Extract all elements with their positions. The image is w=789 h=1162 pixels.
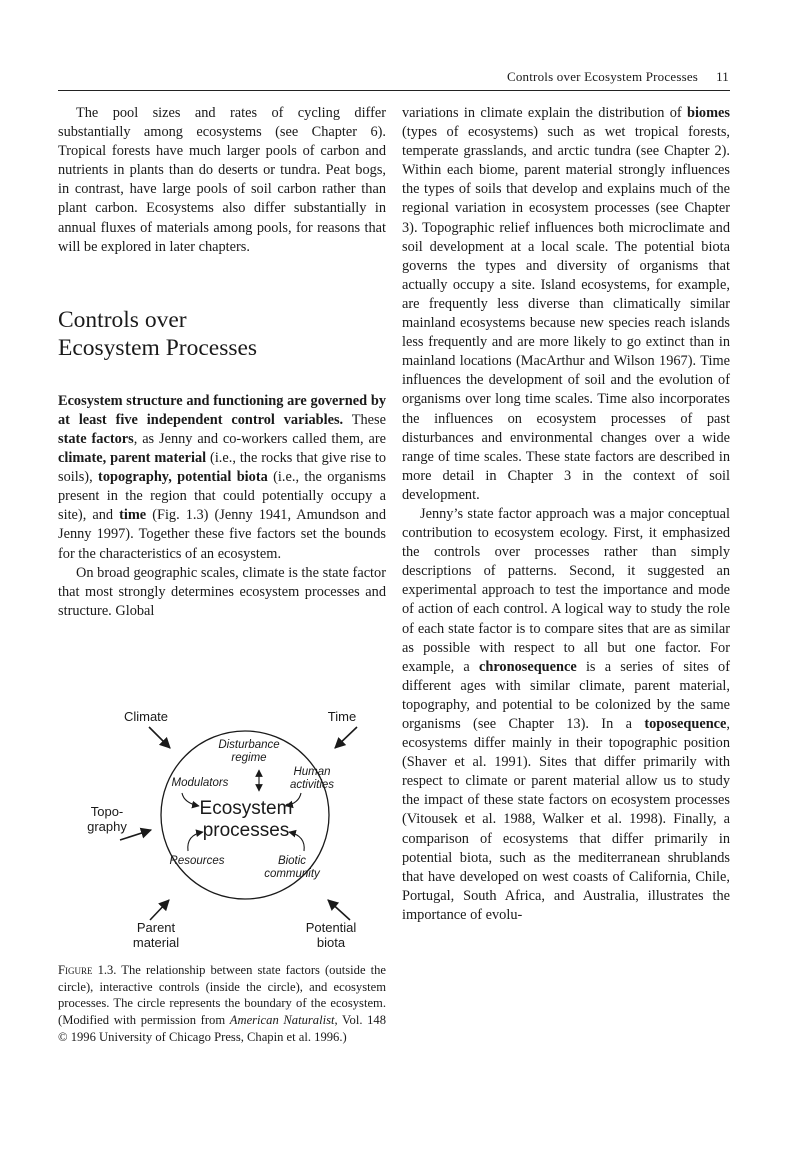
bold-term: chronosequence xyxy=(478,658,577,675)
figure-caption xyxy=(58,962,386,1046)
label-parent-line2: material xyxy=(132,935,180,950)
arrow-time xyxy=(335,727,357,748)
label-biotic-line2: community xyxy=(264,868,320,880)
label-ecosystem-processes xyxy=(194,798,298,842)
label-center-line2: processes xyxy=(202,820,290,841)
label-center-line1: Ecosystem xyxy=(199,798,293,819)
label-human-line1: Human xyxy=(293,766,331,778)
label-biotic-community xyxy=(254,855,330,881)
text-run: These xyxy=(343,411,386,428)
arrow-parent-material xyxy=(150,900,169,920)
label-human-activities xyxy=(282,766,342,792)
bold-term: topography, potential biota xyxy=(98,469,268,486)
text-run: (i.e., the organisms present in the region that could potentially occupy a site), and xyxy=(58,469,386,524)
text-run: , as Jenny and co-workers called them, are xyxy=(133,430,386,447)
caption-text: The relationship between state factors (outside the circle), interactive controls (inside the circle), and ecosystem processes. The circle represents the boundary of the ecosystem. (Modified with permission from xyxy=(58,963,387,1028)
bold-term: biomes xyxy=(686,105,730,121)
bold-term: time xyxy=(119,507,147,524)
bold-term: toposequence xyxy=(644,716,727,732)
label-topography-line2: graphy xyxy=(87,819,127,834)
label-resources: Resources xyxy=(169,855,225,867)
label-time: Time xyxy=(327,709,357,724)
paragraph-climate: On broad geographic scales, climate is the state factor that most strongly determines ecosystem processes and structure. Global xyxy=(58,564,386,619)
page-number: 11 xyxy=(716,69,729,84)
figure-1-3 xyxy=(58,700,386,960)
label-potential-line1: Potential xyxy=(305,920,357,935)
label-topography-line1: Topo- xyxy=(90,804,124,819)
bold-term: climate, parent material xyxy=(58,450,207,467)
paragraph-biomes xyxy=(402,104,730,505)
running-title: Controls over Ecosystem Processes xyxy=(506,69,699,84)
arrow-potential-biota xyxy=(328,900,350,920)
heading-line-2: Ecosystem Processes xyxy=(58,334,258,361)
text-run: , ecosystems differ mainly in their topographic position (Shaver et al. 1991). Sites that differ primarily with respect to climate or parent material allow us to study the impact of these state factors on ecosystem processes (Vitousek et al. 1988, Walker et al. 1998). Finally, a comparison of ecosystems that differ primarily in potential biota, such as the mediterranean shrublands that have developed on west coasts of California, Chile, Portugal, South Africa, and Australia, illustrates the importance of evolu- xyxy=(402,716,730,923)
heading-line-1: Controls over xyxy=(58,306,187,333)
paragraph-state-factors xyxy=(58,392,386,564)
label-potential-biota xyxy=(296,920,366,950)
text-run: (types of ecosystems) such as wet tropical forests, temperate grasslands, and arctic tundra (see Chapter 2). Within each biome, parent material strongly influences the types of soils that develop and explains much of the regional variation in ecosystem processes (see Chapter 3). Topographic relief influences both microclimate and soil development at a local scale. The potential biota governs the types and diversity of organisms that actually occupy a site. Island ecosystems, for example, are frequently less diverse than climatically similar mainland ecosystems because new species reach islands less frequently and are more likely to go extinct than in mainland locations (MacArthur and Wilson 1967). Time influences the development of soil and the evolution of organisms over long time scales. Time also incorporates the influences on ecosystem processes of past disturbances and environmental changes over a wide range of time scales. These state factors are described in more detail in Chapter 3 in the context of soil development. xyxy=(402,124,730,503)
text-run: Jenny’s state factor approach was a major conceptual contribution to ecosystem ecology. First, it emphasized the controls over processes rather than simply descriptions of patterns. Second, it suggested an experimental approach to test the importance and mode of action of each control. A logical way to study the role of each state factor is to compare sites that are as similar as possible with respect to all but one factor. For example, a xyxy=(402,505,730,675)
header-rule xyxy=(58,90,730,91)
caption-journal: American Naturalist xyxy=(229,1013,335,1028)
label-modulators: Modulators xyxy=(171,777,229,789)
bold-lead-sentence: Ecosystem structure and functioning are governed by at least five independent control variables. xyxy=(58,392,386,428)
label-disturbance-regime xyxy=(212,739,286,765)
left-column xyxy=(58,104,386,621)
label-biotic-line1: Biotic xyxy=(277,855,307,867)
label-disturbance-line1: Disturbance xyxy=(218,739,280,751)
paragraph-jenny-approach xyxy=(402,505,730,925)
section-heading xyxy=(58,306,386,362)
caption-label: Figure 1.3. xyxy=(58,963,117,977)
label-topography xyxy=(82,804,132,834)
label-disturbance-line2: regime xyxy=(231,752,267,764)
text-run: is a series of sites of different ages with similar climate, parent material, topography, and potential to be colonized by the same organisms (see Chapter 13). In a xyxy=(402,658,730,732)
label-parent-line1: Parent xyxy=(136,920,176,935)
text-run: (Fig. 1.3) (Jenny 1941, Amundson and Jenny 1997). Together these five factors set the bounds for the characteristics of an ecosystem. xyxy=(58,507,386,562)
arrow-climate xyxy=(149,727,170,748)
running-head xyxy=(507,69,729,85)
text-run: variations in climate explain the distribution of xyxy=(402,105,687,121)
text-run: (i.e., the rocks that give rise to soils), xyxy=(58,450,386,486)
right-column xyxy=(402,104,730,925)
label-parent-material xyxy=(124,920,188,950)
label-human-line2: activities xyxy=(289,779,335,791)
label-potential-line2: biota xyxy=(316,935,346,950)
label-climate: Climate xyxy=(123,709,169,724)
caption-text: , Vol. 148 © 1996 University of Chicago Press, Chapin et al. 1996.) xyxy=(58,1013,386,1044)
bold-term: state factors xyxy=(58,430,134,447)
paragraph-pool-sizes: The pool sizes and rates of cycling differ substantially among ecosystems (see Chapter 6). Tropical forests have much larger pools of carbon and nutrients in plants than do deserts or tundra. Peat bogs, in contrast, have large pools of soil carbon rather than plant carbon. Ecosystems also differ substantially in annual fluxes of materials among pools, for reasons that will be explored in later chapters. xyxy=(58,105,386,255)
